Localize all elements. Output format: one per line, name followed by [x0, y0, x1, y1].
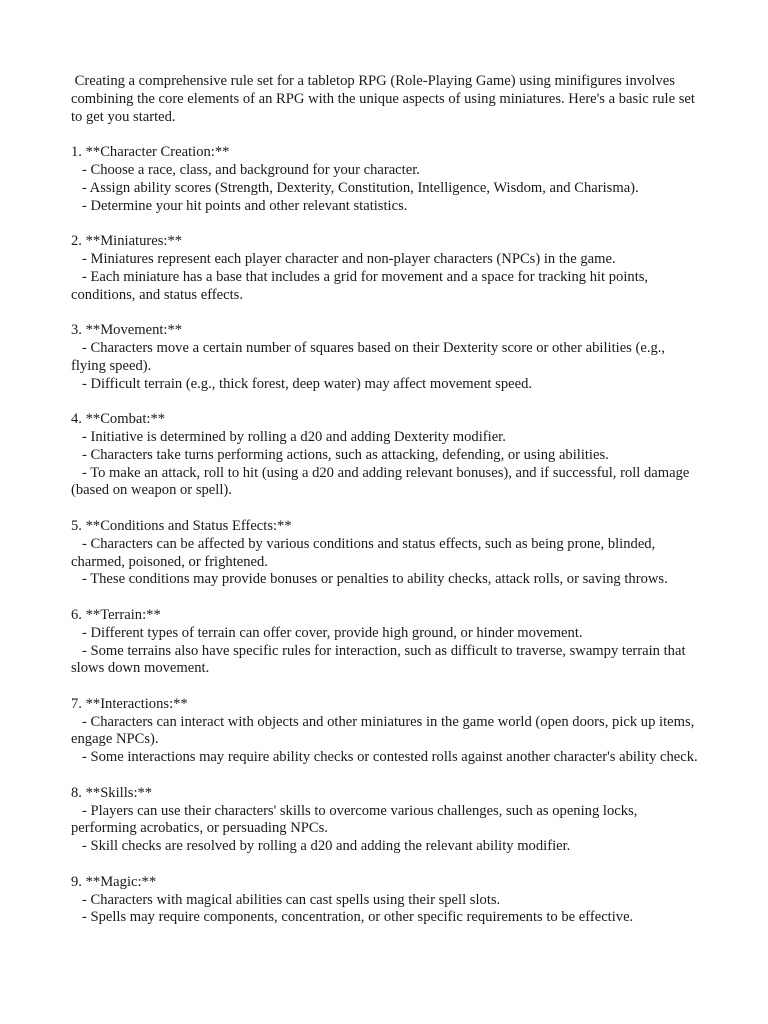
rule-bullets	[71, 536, 698, 589]
rule-heading: 4. **Combat:**	[71, 411, 166, 428]
rule-section-7	[71, 696, 698, 767]
rule-bullets	[71, 803, 698, 856]
rule-section-9	[71, 874, 698, 927]
rule-bullet: - To make an attack, roll to hit (using a d20 and adding relevant bonuses), and if successful, roll damage (based on weapon or spell).	[71, 464, 694, 499]
rule-heading: 8. **Skills:**	[71, 784, 153, 801]
rule-bullet: - Characters with magical abilities can cast spells using their spell slots.	[71, 891, 501, 908]
rule-section-3	[71, 322, 698, 393]
rule-bullet: - These conditions may provide bonuses or penalties to ability checks, attack rolls, or saving throws.	[71, 571, 668, 588]
rules-list	[71, 144, 698, 927]
rule-section-1	[71, 144, 698, 215]
rule-bullet: - Initiative is determined by rolling a d20 and adding Dexterity modifier.	[71, 428, 506, 445]
rule-bullet: - Characters can be affected by various conditions and status effects, such as being prone, blinded, charmed, poisoned, or frightened.	[71, 535, 659, 570]
rule-bullet: - Choose a race, class, and background for your character.	[71, 161, 420, 178]
rule-bullets	[71, 162, 698, 215]
rule-heading: 2. **Miniatures:**	[71, 233, 183, 250]
rule-bullet: - Spells may require components, concentration, or other specific requirements to be effective.	[71, 909, 634, 926]
rule-bullet: - Characters can interact with objects and other miniatures in the game world (open doors, pick up items, engage NPCs).	[71, 713, 698, 748]
rule-bullet: - Characters take turns performing actions, such as attacking, defending, or using abilities.	[71, 446, 609, 463]
rule-bullets	[71, 429, 698, 500]
rule-bullet: - Characters move a certain number of squares based on their Dexterity score or other abilities (e.g., flying speed).	[71, 339, 669, 374]
rule-section-2	[71, 233, 698, 304]
rule-bullets	[71, 340, 698, 393]
rule-section-8	[71, 785, 698, 856]
rule-bullets	[71, 251, 698, 304]
rule-heading: 1. **Character Creation:**	[71, 144, 230, 161]
rule-section-6	[71, 607, 698, 678]
rule-bullet: - Miniatures represent each player character and non-player characters (NPCs) in the game.	[71, 250, 616, 267]
rule-heading: 6. **Terrain:**	[71, 606, 161, 623]
rule-bullet: - Skill checks are resolved by rolling a d20 and adding the relevant ability modifier.	[71, 838, 571, 855]
rule-section-5	[71, 518, 698, 589]
intro-paragraph: Creating a comprehensive rule set for a tabletop RPG (Role-Playing Game) using minifigures involves combining the core elements of an RPG with the unique aspects of using miniatures. Here's a basic rule set to get you started.	[71, 73, 699, 125]
rule-bullets	[71, 714, 698, 767]
rule-bullets	[71, 625, 698, 678]
rule-heading: 3. **Movement:**	[71, 322, 183, 339]
rule-heading: 9. **Magic:**	[71, 873, 157, 890]
rule-heading: 5. **Conditions and Status Effects:**	[71, 517, 292, 534]
rule-bullet: - Players can use their characters' skills to overcome various challenges, such as opening locks, performing acrobatics, or persuading NPCs.	[71, 802, 642, 837]
rule-bullet: - Difficult terrain (e.g., thick forest, deep water) may affect movement speed.	[71, 375, 533, 392]
rule-bullet: - Different types of terrain can offer cover, provide high ground, or hinder movement.	[71, 624, 583, 641]
rule-bullet: - Determine your hit points and other relevant statistics.	[71, 197, 408, 214]
rule-bullets	[71, 892, 698, 928]
rule-section-4	[71, 411, 698, 500]
rule-bullet: - Some terrains also have specific rules for interaction, such as difficult to traverse, swampy terrain that slows down movement.	[71, 642, 690, 677]
rule-bullet: - Assign ability scores (Strength, Dexterity, Constitution, Intelligence, Wisdom, and Charisma).	[71, 179, 639, 196]
rule-heading: 7. **Interactions:**	[71, 695, 188, 712]
rule-bullet: - Each miniature has a base that includes a grid for movement and a space for tracking hit points, conditions, and status effects.	[71, 268, 652, 303]
rule-bullet: - Some interactions may require ability checks or contested rolls against another character's ability check.	[71, 749, 698, 766]
